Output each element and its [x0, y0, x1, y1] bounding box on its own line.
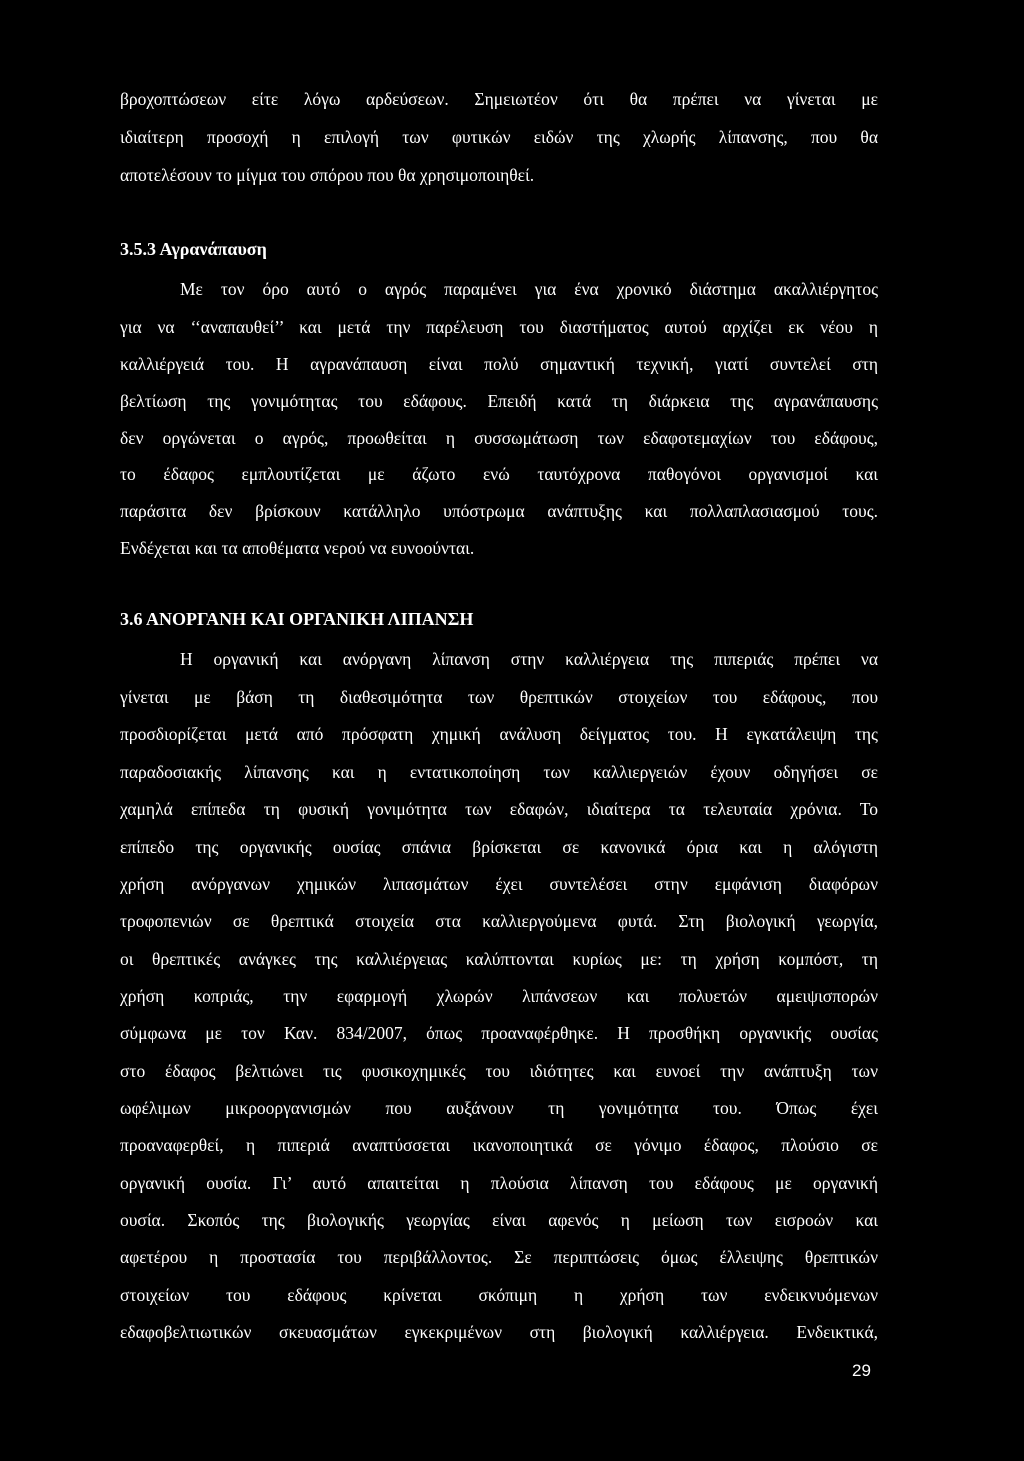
text-line: χρήση ανόργανων χημικών λιπασμάτων έχει συντελέσει στην εμφάνιση διαφόρων [120, 874, 878, 894]
text-line: το έδαφος εμπλουτίζεται με άζωτο ενώ ταυτόχρονα παθογόνοι οργανισμοί και [120, 464, 878, 484]
text-line: Η οργανική και ανόργανη λίπανση στην καλλιέργεια της πιπεριάς πρέπει να [180, 649, 878, 669]
text-line: ιδιαίτερη προσοχή η επιλογή των φυτικών ειδών της χλωρής λίπανσης, που θα [120, 127, 878, 147]
text-line: οργανική ουσία. Γι’ αυτό απαιτείται η πλούσια λίπανση του εδάφους με οργανική [120, 1173, 878, 1193]
text-line: χρήση κοπριάς, την εφαρμογή χλωρών λιπάνσεων και πολυετών αμειψισπορών [120, 986, 878, 1006]
section-heading-353: 3.5.3 Αγρανάπαυση [120, 239, 267, 259]
text-line: προσδιορίζεται μετά από πρόσφατη χημική ανάλυση δείγματος του. Η εγκατάλειψη της [120, 724, 878, 744]
text-line: εδαφοβελτιωτικών σκευασμάτων εγκεκριμένων στη βιολογική καλλιέργεια. Ενδεικτικά, [120, 1322, 878, 1342]
text-line: Ενδέχεται και τα αποθέματα νερού να ευνοούνται. [120, 538, 475, 558]
text-line: στοιχείων του εδάφους κρίνεται σκόπιμη η χρήση των ενδεικνυόμενων [120, 1285, 878, 1305]
text-line: αποτελέσουν το μίγμα του σπόρου που θα χρησιμοποιηθεί. [120, 165, 535, 185]
text-line: για να ‘‘αναπαυθεί’’ και μετά την παρέλευση του διαστήματος αυτού αρχίζει εκ νέου η [120, 317, 878, 337]
text-line: αφετέρου η προστασία του περιβάλλοντος. Σε περιπτώσεις όμως έλλειψης θρεπτικών [120, 1247, 878, 1267]
text-line: βροχοπτώσεων είτε λόγω αρδεύσεων. Σημειωτέον ότι θα πρέπει να γίνεται με [120, 89, 878, 109]
section-heading-36: 3.6 ΑΝΟΡΓΑΝΗ ΚΑΙ ΟΡΓΑΝΙΚΗ ΛΙΠΑΝΣΗ [120, 609, 474, 629]
text-line: παράσιτα δεν βρίσκουν κατάλληλο υπόστρωμα ανάπτυξης και πολλαπλασιασμού τους. [120, 501, 878, 521]
text-line: χαμηλά επίπεδα τη φυσική γονιμότητα των εδαφών, ιδιαίτερα τα τελευταία χρόνια. Το [120, 799, 878, 819]
text-line: προαναφερθεί, η πιπεριά αναπτύσσεται ικανοποιητικά σε γόνιμο έδαφος, πλούσιο σε [120, 1135, 878, 1155]
text-line: ωφέλιμων μικροοργανισμών που αυξάνουν τη γονιμότητα του. Όπως έχει [120, 1098, 878, 1118]
text-line: δεν οργώνεται ο αγρός, προωθείται η συσσωμάτωση των εδαφοτεμαχίων του εδάφους, [120, 428, 878, 448]
text-line: στο έδαφος βελτιώνει τις φυσικοχημικές του ιδιότητες και ευνοεί την ανάπτυξη των [120, 1061, 878, 1081]
text-line: σύμφωνα με τον Καν. 834/2007, όπως προαναφέρθηκε. Η προσθήκη οργανικής ουσίας [120, 1023, 878, 1043]
page-number: 29 [852, 1361, 871, 1380]
text-line: ουσία. Σκοπός της βιολογικής γεωργίας είναι αφενός η μείωση των εισροών και [120, 1210, 878, 1230]
text-line: παραδοσιακής λίπανσης και η εντατικοποίηση των καλλιεργειών έχουν οδηγήσει σε [120, 762, 878, 782]
text-line: βελτίωση της γονιμότητας του εδάφους. Επειδή κατά τη διάρκεια της αγρανάπαυσης [120, 391, 878, 411]
text-line: επίπεδο της οργανικής ουσίας σπάνια βρίσκεται σε κανονικά όρια και η αλόγιστη [120, 837, 878, 857]
text-line: καλλιέργειά του. Η αγρανάπαυση είναι πολύ σημαντική τεχνική, γιατί συντελεί στη [120, 354, 878, 374]
text-line: τροφοπενιών σε θρεπτικά στοιχεία στα καλλιεργούμενα φυτά. Στη βιολογική γεωργία, [120, 911, 878, 931]
text-line: Με τον όρο αυτό ο αγρός παραμένει για ένα χρονικό διάστημα ακαλλιέργητος [180, 279, 878, 299]
text-line: οι θρεπτικές ανάγκες της καλλιέργειας καλύπτονται κυρίως με: τη χρήση κομπόστ, τη [120, 949, 878, 969]
text-line: γίνεται με βάση τη διαθεσιμότητα των θρεπτικών στοιχείων του εδάφους, που [120, 687, 878, 707]
